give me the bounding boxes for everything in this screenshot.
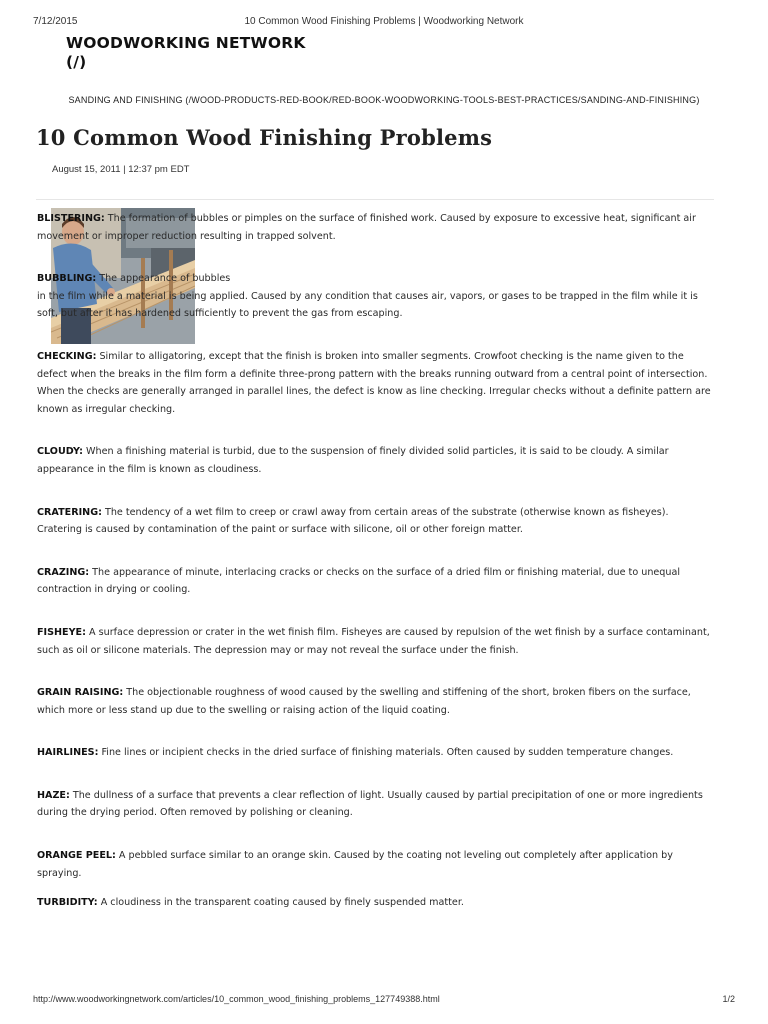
entry-orange-peel (37, 847, 711, 882)
entry-term: GRAIN RAISING: (37, 687, 124, 699)
article-dateline: August 15, 2011 | 12:37 pm EDT (52, 164, 190, 175)
entry-text: Fine lines or incipient checks in the dried surface of finishing materials. Often caused by sudden temperature changes. (98, 747, 674, 759)
logo-text: WOODWORKING NETWORK (66, 34, 306, 52)
entry-term: ORANGE PEEL: (37, 850, 116, 862)
entry-term: BUBBLING: (37, 273, 97, 285)
entry-grain-raising (37, 684, 711, 719)
site-logo-link[interactable] (66, 34, 306, 72)
entry-cratering (37, 504, 711, 539)
entry-text: When a finishing material is turbid, due to the suspension of finely divided solid particles, it is said to be cloudy. A similar appearance in the film is known as cloudiness. (37, 446, 669, 475)
entry-text: The appearance of minute, interlacing cracks or checks on the surface of a dried film or finishing material, due to unequal contraction in drying or cooling. (37, 566, 681, 596)
print-url: http://www.woodworkingnetwork.com/articles/10_common_wood_finishing_problems_127749388.html (33, 994, 440, 1004)
entry-term: CLOUDY: (37, 446, 83, 458)
print-footer (33, 994, 735, 1008)
entry-text: A surface depression or crater in the wet finish film. Fisheyes are caused by repulsion of the wet finish by a surface contaminant, such as oil or silicone materials. The depression may or may not reveal the surface under the finish. (37, 626, 710, 656)
entry-cloudy (37, 443, 711, 478)
entry-term: CRATERING: (37, 506, 102, 518)
entry-fisheye (37, 624, 711, 659)
print-document-title: 10 Common Wood Finishing Problems | Woodworking Network (244, 16, 524, 27)
entry-bubbling-continued: in the film while a material is being applied. Caused by any condition that causes air, vapors, or gases to be trapped in the film while it is soft, but after it has hardened sufficiently to prevent the gas from escaping. (37, 290, 698, 320)
entry-text: A cloudiness in the transparent coating caused by finely suspended matter. (97, 897, 464, 909)
print-header (33, 16, 735, 30)
entry-text: A pebbled surface similar to an orange skin. Caused by the coating not leveling out completely after application by spraying. (37, 850, 673, 879)
entry-text: The formation of bubbles or pimples on the surface of finished work. Caused by exposure to excessive heat, significant air movement or improper reduction resulting in trapped solvent. (37, 213, 696, 242)
entry-text: The dullness of a surface that prevents a clear reflection of light. Usually caused by partial precipitation of one or more ingredients during the drying period. Often removed by polishing or cleaning. (37, 789, 703, 819)
logo-home-link-text: (/) (66, 53, 87, 71)
article-body (37, 210, 711, 912)
entry-term: CRAZING: (37, 566, 90, 578)
entry-term: HAZE: (37, 789, 70, 801)
entry-term: HAIRLINES: (37, 747, 99, 759)
entry-blistering (37, 210, 711, 245)
entry-text: The tendency of a wet film to creep or crawl away from certain areas of the substrate (otherwise known as fisheyes). Cratering is caused by contamination of the paint or surface with silicone, oil or other foreign matter. (37, 506, 669, 536)
entry-bubbling-start (37, 270, 711, 288)
divider (36, 199, 714, 200)
entry-hairlines (37, 744, 711, 762)
page-number: 1/2 (722, 994, 735, 1004)
entry-term: BLISTERING: (37, 213, 105, 224)
category-link[interactable]: SANDING AND FINISHING (/WOOD-PRODUCTS-RED-BOOK/RED-BOOK-WOODWORKING-TOOLS-BEST-PRACTICES/SANDING-AND-FINISHING) (68, 95, 700, 105)
entry-turbidity (37, 894, 711, 912)
entry-text: The objectionable roughness of wood caused by the swelling and stiffening of the short, broken fibers on the surface, which more or less stand up due to the swelling or raising action of the liquid coating. (37, 687, 691, 716)
entry-text: The appearance of bubbles (96, 273, 231, 285)
article-title: 10 Common Wood Finishing Problems (36, 125, 493, 150)
print-date: 7/12/2015 (33, 16, 78, 27)
entry-crazing (37, 564, 711, 599)
entry-term: CHECKING: (37, 350, 97, 362)
entry-term: FISHEYE: (37, 626, 86, 638)
entry-text: Similar to alligatoring, except that the finish is broken into smaller segments. Crowfoot checking is the name given to the defect when the breaks in the film form a definite three-prong pattern with the breaks running outward from a central point of intersection. When the checks are generally arranged in parallel lines, the defect is know as line checking. Irregular checks without a definite pattern are known as irregular checking. (37, 350, 711, 415)
entry-term: TURBIDITY: (37, 897, 98, 909)
entry-checking (37, 348, 711, 418)
entry-haze (37, 787, 711, 822)
